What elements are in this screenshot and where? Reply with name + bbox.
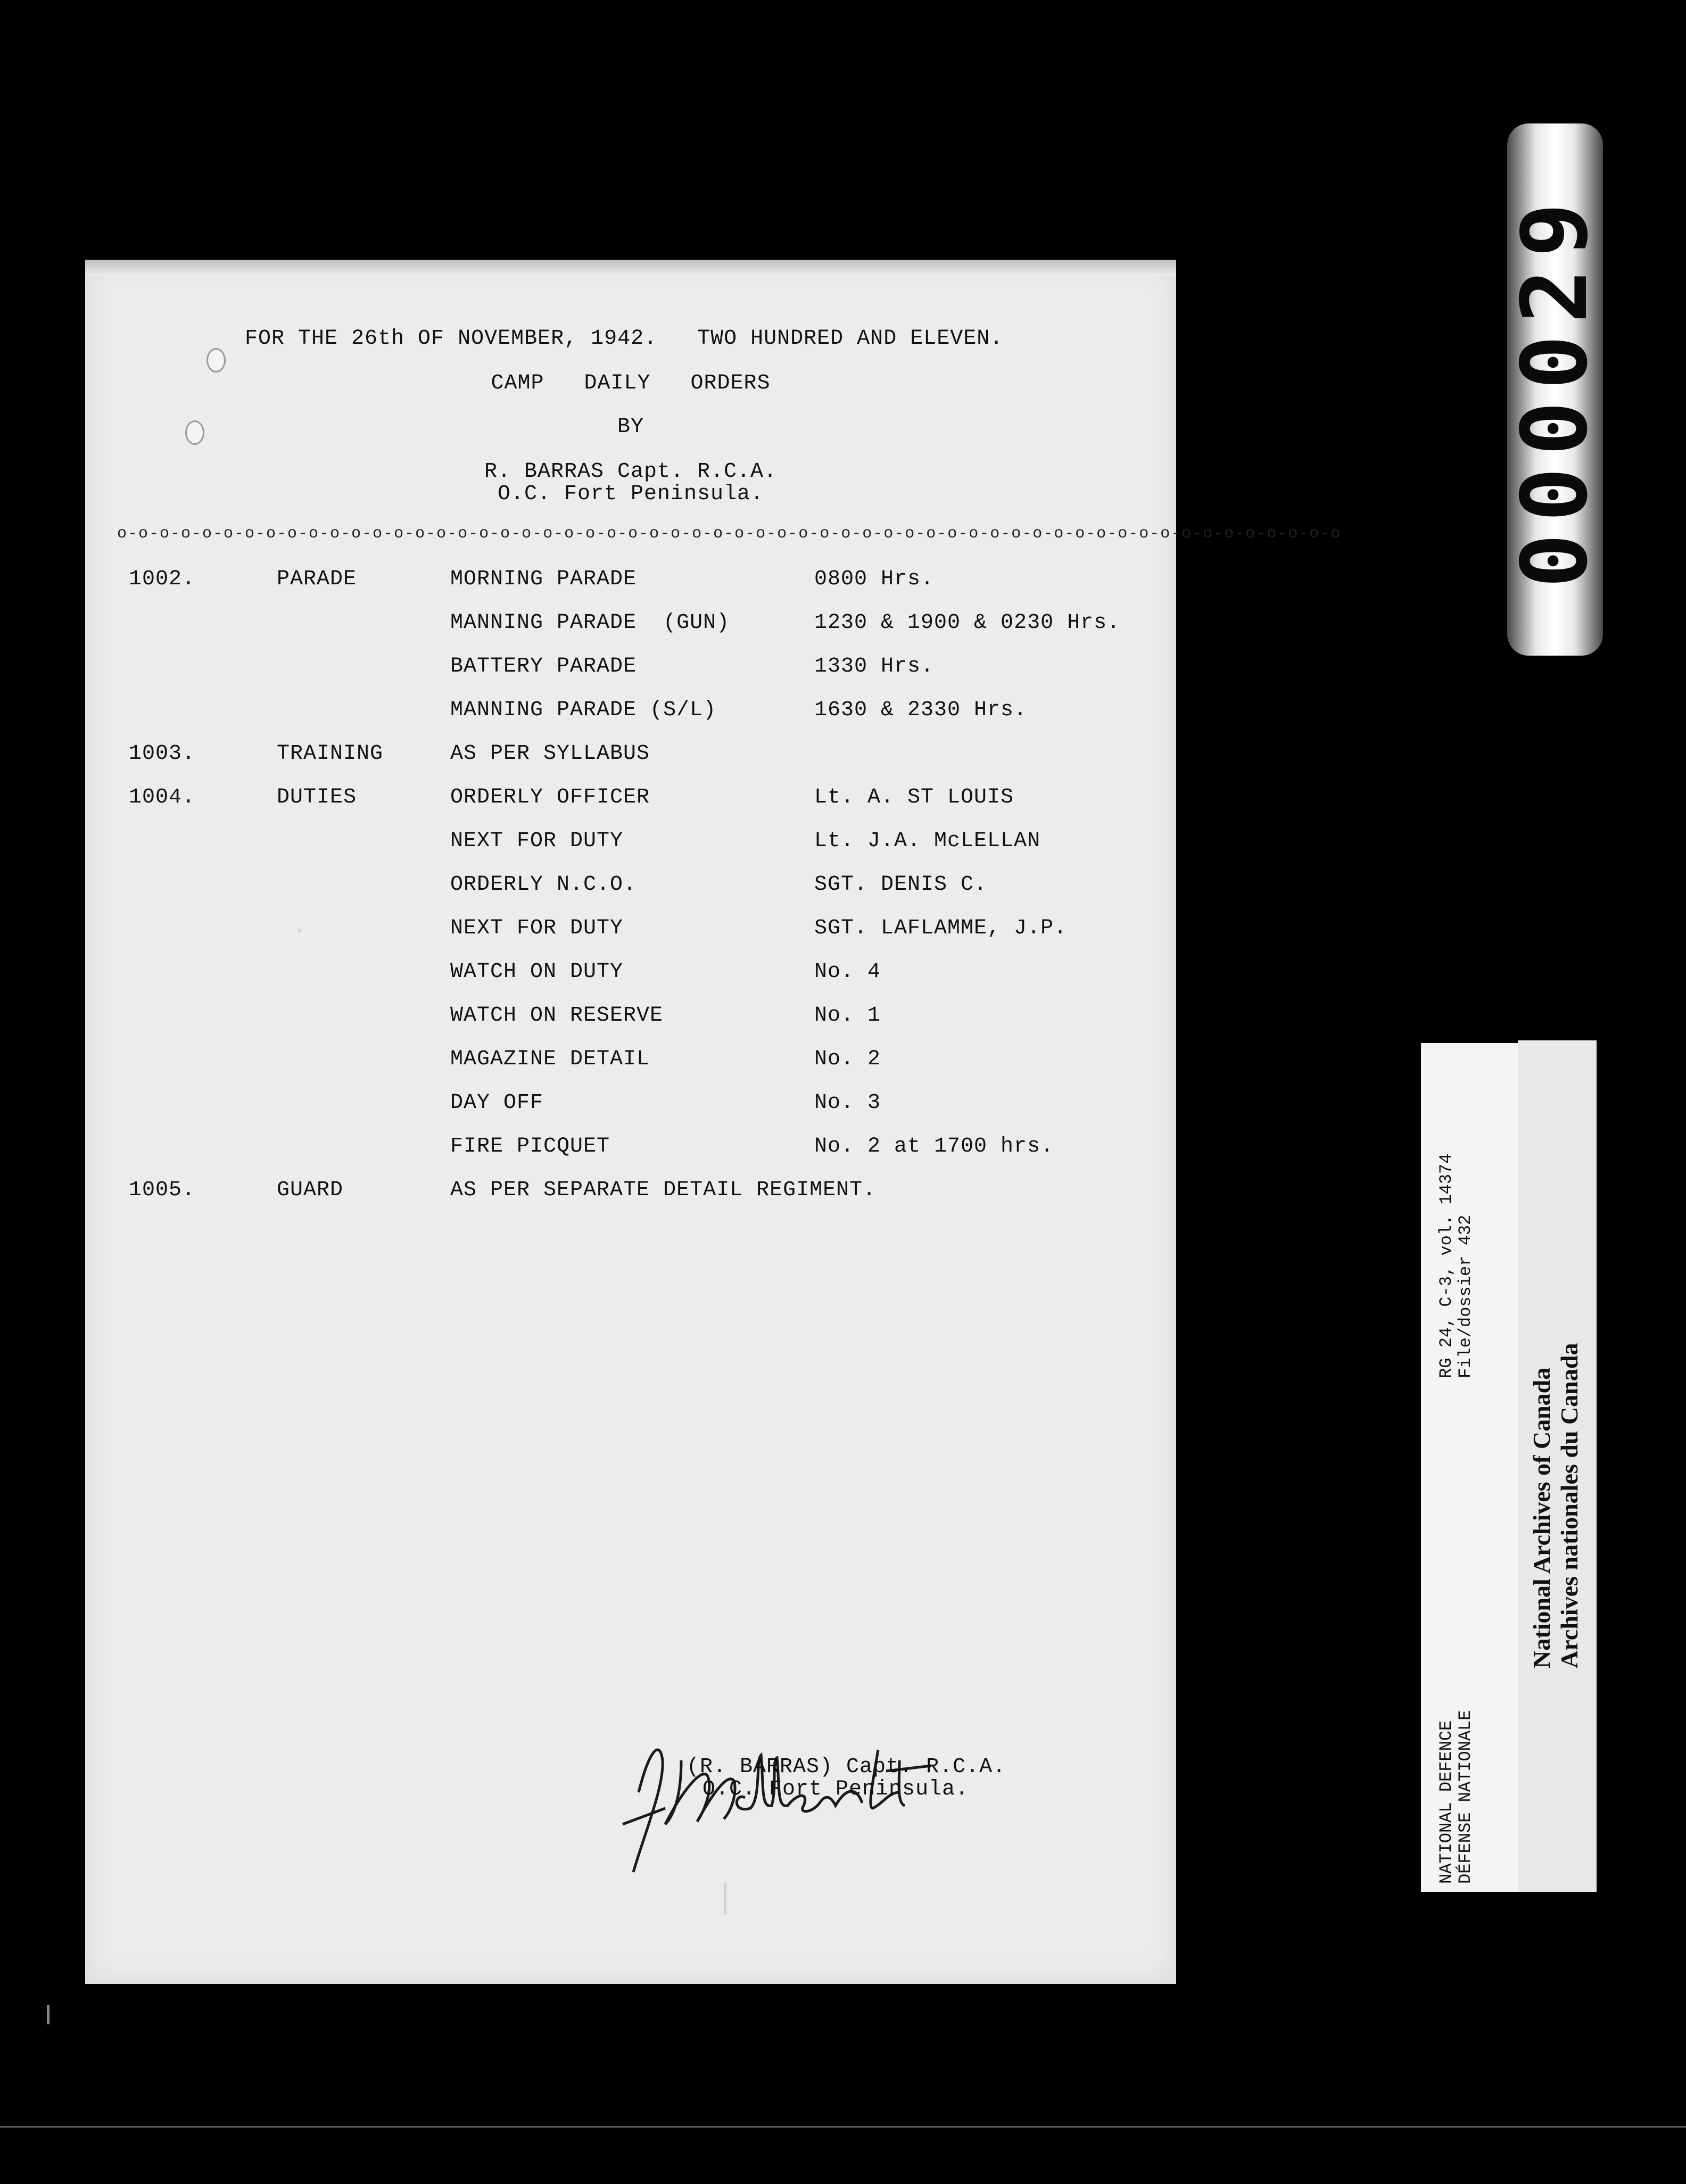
order-item: ORDERLY N.C.O.: [450, 873, 637, 897]
order-subject: DUTIES: [277, 785, 357, 809]
film-edge-line: [0, 2126, 1686, 2128]
handwritten-signature: [601, 1728, 985, 1888]
order-value: No. 2 at 1700 hrs.: [814, 1135, 1054, 1159]
order-number: 1002.: [129, 567, 196, 591]
issuer-title: O.C. Fort Peninsula.: [497, 482, 764, 506]
frame-number-strip: [1502, 123, 1608, 656]
department-french: DÉFENSE NATIONALE: [1456, 1710, 1475, 1884]
order-item: MANNING PARADE (S/L): [450, 698, 717, 722]
order-item: MAGAZINE DETAIL: [450, 1047, 650, 1071]
order-value: SGT. LAFLAMME, J.P.: [814, 916, 1068, 940]
order-subject: TRAINING: [277, 742, 384, 766]
order-subject: GUARD: [277, 1178, 344, 1202]
archive-reference-file: File/dossier 432: [1456, 1214, 1475, 1378]
archives-label: [1518, 1040, 1597, 1892]
order-value: Lt. J.A. McLELLAN: [814, 829, 1041, 853]
order-value: No. 3: [814, 1091, 881, 1115]
order-item: ORDERLY OFFICER: [450, 785, 650, 809]
order-value: 0800 Hrs.: [814, 567, 935, 591]
order-item: NEXT FOR DUTY: [450, 916, 624, 940]
document-page: [85, 260, 1342, 1984]
order-date-line: FOR THE 26th OF NOVEMBER, 1942. TWO HUNDRED AND ELEVEN.: [245, 327, 1004, 351]
order-item: FIRE PICQUET: [450, 1135, 610, 1159]
document-by: BY: [617, 415, 644, 439]
issuer-name: R. BARRAS Capt. R.C.A.: [484, 460, 778, 484]
archive-reference-volume: RG 24, C-3, vol. 14374: [1436, 1153, 1456, 1378]
archives-french: Archives nationales du Canada: [1556, 1343, 1583, 1668]
order-number: 1005.: [129, 1178, 196, 1202]
order-value: 1630 & 2330 Hrs.: [814, 698, 1028, 722]
order-number: 1003.: [129, 742, 196, 766]
order-item: AS PER SEPARATE DETAIL REGIMENT.: [450, 1178, 877, 1202]
signatory-name: (R. BARRAS) Capt. R.C.A.: [687, 1755, 1006, 1779]
frame-number: 000029: [1502, 191, 1608, 589]
order-item: AS PER SYLLABUS: [450, 742, 650, 766]
signatory-title: O.C. Fort Peninsula.: [702, 1777, 969, 1801]
department-label: [1421, 1043, 1527, 1892]
department-english: NATIONAL DEFENCE: [1436, 1720, 1456, 1884]
archives-english: National Archives of Canada: [1528, 1367, 1555, 1668]
film-scratch: [47, 2005, 49, 2024]
order-item: WATCH ON RESERVE: [450, 1004, 664, 1028]
document-title: CAMP DAILY ORDERS: [491, 371, 771, 395]
order-value: No. 2: [814, 1047, 881, 1071]
order-value: Lt. A. ST LOUIS: [814, 785, 1014, 809]
header-divider: o-o-o-o-o-o-o-o-o-o-o-o-o-o-o-o-o-o-o-o-o-o-o-o-o-o-o-o-o-o-o-o-o-o-o-o-o-o-o-o-o-o-o-o-o-o-o-o-o-o-o-o-o-o-o-o-o-o: [117, 525, 1342, 543]
order-item: MANNING PARADE (GUN): [450, 611, 730, 635]
dust-speck: [724, 1883, 726, 1915]
order-value: 1330 Hrs.: [814, 655, 935, 679]
dust-speck: [298, 929, 301, 932]
order-number: 1004.: [129, 785, 196, 809]
order-subject: PARADE: [277, 567, 357, 591]
order-item: MORNING PARADE: [450, 567, 637, 591]
order-value: 1230 & 1900 & 0230 Hrs.: [814, 611, 1121, 635]
page-edge-shadow: [85, 260, 1176, 276]
order-item: BATTERY PARADE: [450, 655, 637, 679]
order-item: NEXT FOR DUTY: [450, 829, 624, 853]
order-value: SGT. DENIS C.: [814, 873, 988, 897]
order-value: No. 4: [814, 960, 881, 984]
order-value: No. 1: [814, 1004, 881, 1028]
order-item: WATCH ON DUTY: [450, 960, 624, 984]
order-item: DAY OFF: [450, 1091, 544, 1115]
punch-hole: [206, 348, 226, 373]
